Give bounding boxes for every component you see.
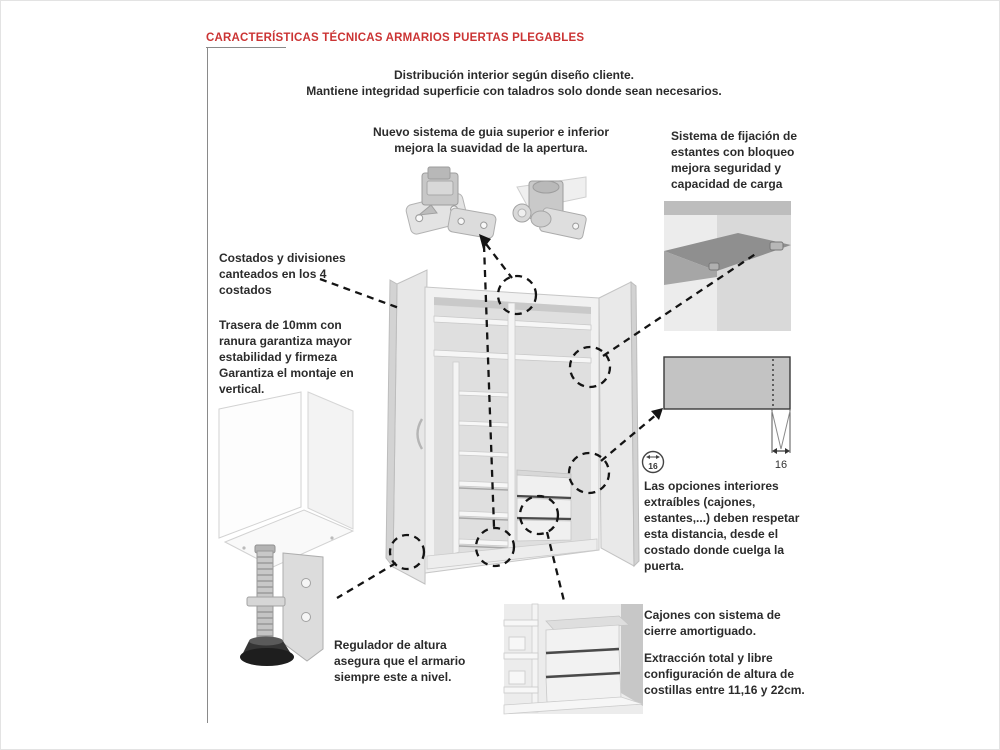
callout-line-leveler (337, 563, 396, 598)
clearance-panel-diagram (664, 357, 790, 471)
guide-line-1: Nuevo sistema de guia superior e inferior (372, 125, 610, 139)
hinge-guide-top-figure (405, 167, 497, 239)
leveler-caption: Regulador de altura asegura que el armario siempre este a nivel. (334, 638, 466, 684)
intro-line-1: Distribución interior según diseño cliente. (393, 68, 635, 82)
shelf-lock-figure (664, 201, 791, 331)
back-panel-figure (219, 392, 353, 567)
callout-line-edging (320, 279, 399, 308)
dimension-label: 16 (774, 459, 788, 471)
wardrobe-right-door (599, 282, 634, 566)
diagram-canvas (1, 1, 1000, 750)
drawers-closeup-figure (504, 604, 643, 714)
callout-line-guide-diagonal (486, 244, 512, 278)
shelf-lock-caption: Sistema de fijación de estantes con bloqueo mejora seguridad y capacidad de carga (671, 129, 798, 191)
wardrobe-figure (386, 270, 639, 584)
drawers-caption-1: Cajones con sistema de cierre amortiguado. (644, 608, 781, 638)
wardrobe-left-door (393, 270, 427, 584)
guide-line-2: mejora la suavidad de la apertura. (394, 141, 588, 155)
back-panel-caption-1: Trasera de 10mm con ranura garantiza mayor estabilidad y firmeza (219, 318, 352, 364)
back-panel-caption-2: Garantiza el montaje en vertical. (219, 366, 354, 396)
intro-line-2: Mantiene integridad superficie con taladros solo donde sean necesarios. (306, 84, 722, 98)
clearance-badge-value: 16 (648, 461, 658, 471)
wardrobe-drawers (517, 470, 571, 541)
page-title: CARACTERÍSTICAS TÉCNICAS ARMARIOS PUERTAS PLEGABLES (206, 32, 585, 44)
hinge-guide-bottom-figure (513, 177, 587, 240)
edging-caption: Costados y divisiones canteados en los 4 costados (219, 251, 346, 297)
clearance-caption: Las opciones interiores extraíbles (cajones, estantes,...) deben respetar esta distancia, desde el costado donde cuelga la puerta. (644, 479, 800, 573)
clearance-badge-icon (643, 452, 664, 473)
wardrobe-center-divider (508, 303, 515, 550)
drawers-caption-2: Extracción total y libre configuración de altura de costillas entre 11,16 y 22cm. (644, 651, 805, 697)
